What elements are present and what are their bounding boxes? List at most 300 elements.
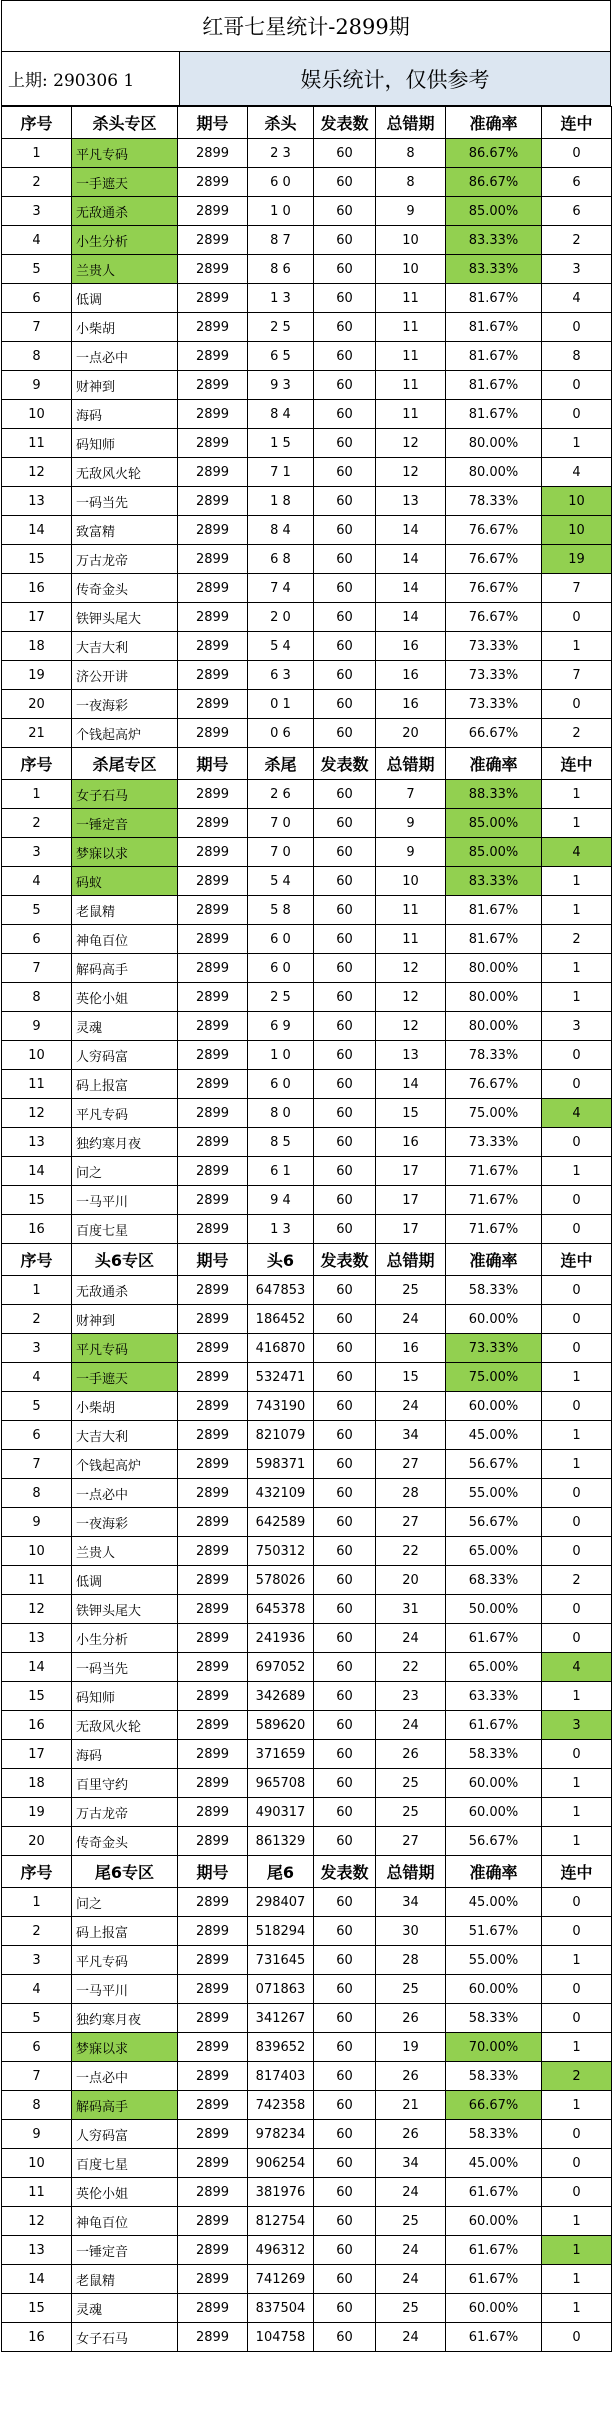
- col-accuracy-cell: 60.00%: [446, 1798, 542, 1827]
- table-row: [2, 838, 612, 867]
- col-name-cell: 海码: [72, 1740, 178, 1769]
- header-col-name: 杀头专区: [72, 107, 178, 139]
- col-accuracy-cell: 78.33%: [446, 1041, 542, 1070]
- col-pick-cell: 7 0: [248, 809, 314, 838]
- lottery-stats-sheet: [1, 0, 611, 2352]
- table-row: [2, 197, 612, 226]
- col-index-cell: 7: [2, 313, 72, 342]
- header-col-pick: 杀头: [248, 107, 314, 139]
- col-streak-cell: 0: [542, 1392, 612, 1421]
- col-issue-cell: 2899: [178, 2265, 248, 2294]
- col-index-cell: 4: [2, 1363, 72, 1392]
- col-accuracy-cell: 58.33%: [446, 1740, 542, 1769]
- col-published-cell: 60: [314, 780, 376, 809]
- col-name-cell: 大吉大利: [72, 632, 178, 661]
- header-col-misses: 总错期: [376, 748, 446, 780]
- col-misses-cell: 19: [376, 2033, 446, 2062]
- col-streak-cell: 0: [542, 1334, 612, 1363]
- col-accuracy-cell: 85.00%: [446, 197, 542, 226]
- table-row: [2, 1099, 612, 1128]
- col-index-cell: 3: [2, 1334, 72, 1363]
- col-pick-cell: 965708: [248, 1769, 314, 1798]
- col-pick-cell: 9 4: [248, 1186, 314, 1215]
- table-row: [2, 809, 612, 838]
- col-name-cell: 传奇金头: [72, 574, 178, 603]
- col-issue-cell: 2899: [178, 516, 248, 545]
- col-accuracy-cell: 73.33%: [446, 1128, 542, 1157]
- header-col-streak: 连中: [542, 748, 612, 780]
- col-index-cell: 5: [2, 2004, 72, 2033]
- table-row: [2, 371, 612, 400]
- col-issue-cell: 2899: [178, 1392, 248, 1421]
- col-accuracy-cell: 58.33%: [446, 2120, 542, 2149]
- col-issue-cell: 2899: [178, 342, 248, 371]
- col-published-cell: 60: [314, 284, 376, 313]
- col-published-cell: 60: [314, 1186, 376, 1215]
- col-issue-cell: 2899: [178, 1041, 248, 1070]
- col-name-cell: 一夜海彩: [72, 690, 178, 719]
- col-issue-cell: 2899: [178, 371, 248, 400]
- col-index-cell: 13: [2, 487, 72, 516]
- col-pick-cell: 8 6: [248, 255, 314, 284]
- col-name-cell: 问之: [72, 1888, 178, 1917]
- table-row: [2, 2236, 612, 2265]
- col-pick-cell: 532471: [248, 1363, 314, 1392]
- col-accuracy-cell: 56.67%: [446, 1827, 542, 1856]
- col-streak-cell: 0: [542, 1624, 612, 1653]
- col-name-cell: 传奇金头: [72, 1827, 178, 1856]
- col-index-cell: 4: [2, 1975, 72, 2004]
- col-issue-cell: 2899: [178, 1334, 248, 1363]
- col-published-cell: 60: [314, 458, 376, 487]
- col-published-cell: 60: [314, 1917, 376, 1946]
- header-col-issue: 期号: [178, 1856, 248, 1888]
- col-streak-cell: 0: [542, 2004, 612, 2033]
- col-published-cell: 60: [314, 1682, 376, 1711]
- col-name-cell: 码知师: [72, 429, 178, 458]
- col-name-cell: 无敌风火轮: [72, 458, 178, 487]
- table-row: [2, 2004, 612, 2033]
- col-index-cell: 15: [2, 545, 72, 574]
- col-accuracy-cell: 60.00%: [446, 2207, 542, 2236]
- col-name-cell: 大吉大利: [72, 1421, 178, 1450]
- col-issue-cell: 2899: [178, 867, 248, 896]
- col-index-cell: 12: [2, 1595, 72, 1624]
- last-issue-label: 上期: 290306 1: [2, 52, 180, 105]
- col-pick-cell: 1 8: [248, 487, 314, 516]
- col-streak-cell: 0: [542, 1595, 612, 1624]
- col-pick-cell: 6 1: [248, 1157, 314, 1186]
- col-published-cell: 60: [314, 1157, 376, 1186]
- col-issue-cell: 2899: [178, 255, 248, 284]
- col-accuracy-cell: 45.00%: [446, 1421, 542, 1450]
- col-issue-cell: 2899: [178, 1624, 248, 1653]
- col-streak-cell: 1: [542, 2294, 612, 2323]
- col-index-cell: 13: [2, 2236, 72, 2265]
- table-row: [2, 1157, 612, 1186]
- col-published-cell: 60: [314, 632, 376, 661]
- table-row: [2, 1711, 612, 1740]
- col-misses-cell: 24: [376, 1305, 446, 1334]
- col-issue-cell: 2899: [178, 1450, 248, 1479]
- col-misses-cell: 16: [376, 1334, 446, 1363]
- table-row: [2, 690, 612, 719]
- table-row: [2, 487, 612, 516]
- col-issue-cell: 2899: [178, 168, 248, 197]
- col-published-cell: 60: [314, 925, 376, 954]
- col-index-cell: 14: [2, 1157, 72, 1186]
- col-accuracy-cell: 80.00%: [446, 429, 542, 458]
- col-pick-cell: 1 0: [248, 197, 314, 226]
- col-issue-cell: 2899: [178, 2149, 248, 2178]
- col-pick-cell: 5 4: [248, 632, 314, 661]
- table-row: [2, 1012, 612, 1041]
- header-col-pick: 尾6: [248, 1856, 314, 1888]
- col-name-cell: 一锤定音: [72, 809, 178, 838]
- col-index-cell: 20: [2, 1827, 72, 1856]
- col-streak-cell: 8: [542, 342, 612, 371]
- col-index-cell: 5: [2, 896, 72, 925]
- col-accuracy-cell: 66.67%: [446, 2091, 542, 2120]
- col-index-cell: 2: [2, 1917, 72, 1946]
- col-published-cell: 60: [314, 487, 376, 516]
- table-row: [2, 2265, 612, 2294]
- col-pick-cell: 9 3: [248, 371, 314, 400]
- col-name-cell: 低调: [72, 1566, 178, 1595]
- col-issue-cell: 2899: [178, 1363, 248, 1392]
- col-streak-cell: 7: [542, 574, 612, 603]
- col-misses-cell: 13: [376, 1041, 446, 1070]
- col-name-cell: 独约寒月夜: [72, 2004, 178, 2033]
- col-index-cell: 6: [2, 925, 72, 954]
- col-pick-cell: 371659: [248, 1740, 314, 1769]
- col-published-cell: 60: [314, 1276, 376, 1305]
- col-pick-cell: 1 3: [248, 284, 314, 313]
- page-title: 红哥七星统计-2899期: [1, 0, 611, 52]
- col-misses-cell: 12: [376, 954, 446, 983]
- col-misses-cell: 27: [376, 1450, 446, 1479]
- col-pick-cell: 906254: [248, 2149, 314, 2178]
- col-streak-cell: 1: [542, 1946, 612, 1975]
- col-pick-cell: 432109: [248, 1479, 314, 1508]
- col-accuracy-cell: 56.67%: [446, 1508, 542, 1537]
- col-index-cell: 11: [2, 429, 72, 458]
- table-row: [2, 1070, 612, 1099]
- col-streak-cell: 0: [542, 1041, 612, 1070]
- col-pick-cell: 0 6: [248, 719, 314, 748]
- col-pick-cell: 978234: [248, 2120, 314, 2149]
- table-row: [2, 632, 612, 661]
- col-streak-cell: 1: [542, 632, 612, 661]
- col-streak-cell: 1: [542, 2236, 612, 2265]
- table-row: [2, 1769, 612, 1798]
- col-index-cell: 10: [2, 1537, 72, 1566]
- section-header-row: [2, 748, 612, 780]
- table-row: [2, 925, 612, 954]
- col-pick-cell: 6 0: [248, 925, 314, 954]
- col-published-cell: 60: [314, 2091, 376, 2120]
- col-index-cell: 3: [2, 838, 72, 867]
- col-issue-cell: 2899: [178, 2120, 248, 2149]
- col-index-cell: 2: [2, 809, 72, 838]
- col-index-cell: 8: [2, 342, 72, 371]
- table-row: [2, 1421, 612, 1450]
- col-name-cell: 低调: [72, 284, 178, 313]
- col-misses-cell: 23: [376, 1682, 446, 1711]
- table-row: [2, 719, 612, 748]
- col-published-cell: 60: [314, 342, 376, 371]
- col-misses-cell: 20: [376, 1566, 446, 1595]
- col-streak-cell: 1: [542, 2207, 612, 2236]
- col-name-cell: 一手遮天: [72, 1363, 178, 1392]
- table-row: [2, 2120, 612, 2149]
- col-accuracy-cell: 81.67%: [446, 284, 542, 313]
- col-streak-cell: 0: [542, 371, 612, 400]
- header-col-name: 杀尾专区: [72, 748, 178, 780]
- col-streak-cell: 0: [542, 1070, 612, 1099]
- col-index-cell: 12: [2, 1099, 72, 1128]
- col-pick-cell: 647853: [248, 1276, 314, 1305]
- col-pick-cell: 8 5: [248, 1128, 314, 1157]
- col-accuracy-cell: 76.67%: [446, 603, 542, 632]
- col-published-cell: 60: [314, 1711, 376, 1740]
- col-issue-cell: 2899: [178, 780, 248, 809]
- col-pick-cell: 416870: [248, 1334, 314, 1363]
- col-pick-cell: 298407: [248, 1888, 314, 1917]
- col-misses-cell: 24: [376, 2323, 446, 2352]
- col-name-cell: 小生分析: [72, 1624, 178, 1653]
- col-name-cell: 平凡专码: [72, 1946, 178, 1975]
- col-published-cell: 60: [314, 1888, 376, 1917]
- col-misses-cell: 28: [376, 1946, 446, 1975]
- header-col-published: 发表数: [314, 1856, 376, 1888]
- col-streak-cell: 6: [542, 168, 612, 197]
- col-index-cell: 13: [2, 1624, 72, 1653]
- table-row: [2, 954, 612, 983]
- col-name-cell: 致富精: [72, 516, 178, 545]
- col-streak-cell: 2: [542, 1566, 612, 1595]
- col-issue-cell: 2899: [178, 1740, 248, 1769]
- col-streak-cell: 1: [542, 1798, 612, 1827]
- col-issue-cell: 2899: [178, 400, 248, 429]
- col-accuracy-cell: 66.67%: [446, 719, 542, 748]
- col-issue-cell: 2899: [178, 1012, 248, 1041]
- col-published-cell: 60: [314, 2149, 376, 2178]
- col-pick-cell: 2 5: [248, 983, 314, 1012]
- col-accuracy-cell: 85.00%: [446, 838, 542, 867]
- col-published-cell: 60: [314, 313, 376, 342]
- stats-table-body: [2, 107, 612, 2352]
- table-row: [2, 1186, 612, 1215]
- disclaimer-banner: 娱乐统计，仅供参考: [180, 52, 610, 105]
- col-streak-cell: 0: [542, 1479, 612, 1508]
- col-index-cell: 10: [2, 400, 72, 429]
- col-issue-cell: 2899: [178, 2323, 248, 2352]
- header-col-index: 序号: [2, 748, 72, 780]
- col-issue-cell: 2899: [178, 925, 248, 954]
- col-index-cell: 2: [2, 168, 72, 197]
- table-row: [2, 400, 612, 429]
- col-pick-cell: 518294: [248, 1917, 314, 1946]
- col-pick-cell: 589620: [248, 1711, 314, 1740]
- col-misses-cell: 11: [376, 284, 446, 313]
- col-index-cell: 5: [2, 255, 72, 284]
- col-published-cell: 60: [314, 1827, 376, 1856]
- col-streak-cell: 4: [542, 1653, 612, 1682]
- col-accuracy-cell: 75.00%: [446, 1099, 542, 1128]
- col-misses-cell: 26: [376, 2062, 446, 2091]
- col-streak-cell: 1: [542, 2033, 612, 2062]
- col-pick-cell: 861329: [248, 1827, 314, 1856]
- col-streak-cell: 3: [542, 1711, 612, 1740]
- col-published-cell: 60: [314, 1450, 376, 1479]
- col-index-cell: 11: [2, 2178, 72, 2207]
- col-pick-cell: 8 4: [248, 400, 314, 429]
- col-accuracy-cell: 73.33%: [446, 690, 542, 719]
- col-streak-cell: 0: [542, 690, 612, 719]
- col-streak-cell: 1: [542, 954, 612, 983]
- col-published-cell: 60: [314, 954, 376, 983]
- col-published-cell: 60: [314, 1798, 376, 1827]
- col-published-cell: 60: [314, 1624, 376, 1653]
- col-pick-cell: 2 6: [248, 780, 314, 809]
- col-published-cell: 60: [314, 1012, 376, 1041]
- col-published-cell: 60: [314, 603, 376, 632]
- col-pick-cell: 8 0: [248, 1099, 314, 1128]
- col-pick-cell: 812754: [248, 2207, 314, 2236]
- col-streak-cell: 1: [542, 896, 612, 925]
- table-row: [2, 1215, 612, 1244]
- col-streak-cell: 4: [542, 458, 612, 487]
- col-index-cell: 7: [2, 954, 72, 983]
- col-streak-cell: 0: [542, 1128, 612, 1157]
- col-index-cell: 20: [2, 690, 72, 719]
- col-accuracy-cell: 73.33%: [446, 1334, 542, 1363]
- col-issue-cell: 2899: [178, 896, 248, 925]
- col-index-cell: 2: [2, 1305, 72, 1334]
- col-issue-cell: 2899: [178, 1276, 248, 1305]
- col-issue-cell: 2899: [178, 313, 248, 342]
- header-col-published: 发表数: [314, 748, 376, 780]
- col-index-cell: 13: [2, 1128, 72, 1157]
- col-misses-cell: 25: [376, 2294, 446, 2323]
- col-streak-cell: 0: [542, 2178, 612, 2207]
- col-published-cell: 60: [314, 1740, 376, 1769]
- col-name-cell: 兰贵人: [72, 1537, 178, 1566]
- table-row: [2, 1334, 612, 1363]
- header-col-name: 头6专区: [72, 1244, 178, 1276]
- col-pick-cell: 6 5: [248, 342, 314, 371]
- col-name-cell: 老鼠精: [72, 2265, 178, 2294]
- col-index-cell: 14: [2, 516, 72, 545]
- col-misses-cell: 16: [376, 690, 446, 719]
- col-issue-cell: 2899: [178, 1128, 248, 1157]
- col-accuracy-cell: 86.67%: [446, 168, 542, 197]
- col-name-cell: 小柴胡: [72, 313, 178, 342]
- col-issue-cell: 2899: [178, 1215, 248, 1244]
- col-published-cell: 60: [314, 1041, 376, 1070]
- col-name-cell: 梦寐以求: [72, 2033, 178, 2062]
- col-misses-cell: 9: [376, 809, 446, 838]
- col-published-cell: 60: [314, 1215, 376, 1244]
- table-row: [2, 226, 612, 255]
- col-name-cell: 小生分析: [72, 226, 178, 255]
- col-misses-cell: 14: [376, 574, 446, 603]
- col-pick-cell: 5 8: [248, 896, 314, 925]
- col-accuracy-cell: 58.33%: [446, 2062, 542, 2091]
- col-streak-cell: 1: [542, 1363, 612, 1392]
- col-accuracy-cell: 80.00%: [446, 1012, 542, 1041]
- col-issue-cell: 2899: [178, 1566, 248, 1595]
- col-index-cell: 8: [2, 983, 72, 1012]
- col-published-cell: 60: [314, 429, 376, 458]
- col-published-cell: 60: [314, 1392, 376, 1421]
- table-row: [2, 1827, 612, 1856]
- header-col-issue: 期号: [178, 1244, 248, 1276]
- col-issue-cell: 2899: [178, 2062, 248, 2091]
- col-misses-cell: 21: [376, 2091, 446, 2120]
- col-pick-cell: 645378: [248, 1595, 314, 1624]
- table-row: [2, 2091, 612, 2120]
- col-name-cell: 灵魂: [72, 1012, 178, 1041]
- col-streak-cell: 7: [542, 661, 612, 690]
- header-col-published: 发表数: [314, 1244, 376, 1276]
- col-misses-cell: 25: [376, 1769, 446, 1798]
- col-published-cell: 60: [314, 1479, 376, 1508]
- table-row: [2, 429, 612, 458]
- col-streak-cell: 1: [542, 780, 612, 809]
- col-misses-cell: 26: [376, 2120, 446, 2149]
- col-streak-cell: 0: [542, 1508, 612, 1537]
- col-published-cell: 60: [314, 1508, 376, 1537]
- col-pick-cell: 6 8: [248, 545, 314, 574]
- col-published-cell: 60: [314, 574, 376, 603]
- col-name-cell: 独约寒月夜: [72, 1128, 178, 1157]
- table-row: [2, 2207, 612, 2236]
- col-misses-cell: 9: [376, 838, 446, 867]
- table-row: [2, 2178, 612, 2207]
- col-accuracy-cell: 58.33%: [446, 2004, 542, 2033]
- header-col-misses: 总错期: [376, 1244, 446, 1276]
- col-accuracy-cell: 78.33%: [446, 487, 542, 516]
- col-misses-cell: 11: [376, 896, 446, 925]
- col-pick-cell: 697052: [248, 1653, 314, 1682]
- col-pick-cell: 1 5: [248, 429, 314, 458]
- col-accuracy-cell: 60.00%: [446, 1392, 542, 1421]
- col-published-cell: 60: [314, 1769, 376, 1798]
- col-index-cell: 4: [2, 226, 72, 255]
- col-misses-cell: 8: [376, 139, 446, 168]
- col-accuracy-cell: 55.00%: [446, 1946, 542, 1975]
- col-issue-cell: 2899: [178, 1479, 248, 1508]
- col-published-cell: 60: [314, 2120, 376, 2149]
- col-pick-cell: 7 1: [248, 458, 314, 487]
- col-misses-cell: 12: [376, 1012, 446, 1041]
- col-name-cell: 灵魂: [72, 2294, 178, 2323]
- col-accuracy-cell: 60.00%: [446, 1975, 542, 2004]
- col-pick-cell: 6 3: [248, 661, 314, 690]
- col-misses-cell: 26: [376, 1740, 446, 1769]
- col-name-cell: 一码当先: [72, 487, 178, 516]
- col-name-cell: 无敌风火轮: [72, 1711, 178, 1740]
- col-published-cell: 60: [314, 2236, 376, 2265]
- col-published-cell: 60: [314, 1946, 376, 1975]
- col-published-cell: 60: [314, 1099, 376, 1128]
- col-streak-cell: 0: [542, 1740, 612, 1769]
- col-pick-cell: 578026: [248, 1566, 314, 1595]
- col-published-cell: 60: [314, 983, 376, 1012]
- col-accuracy-cell: 75.00%: [446, 1363, 542, 1392]
